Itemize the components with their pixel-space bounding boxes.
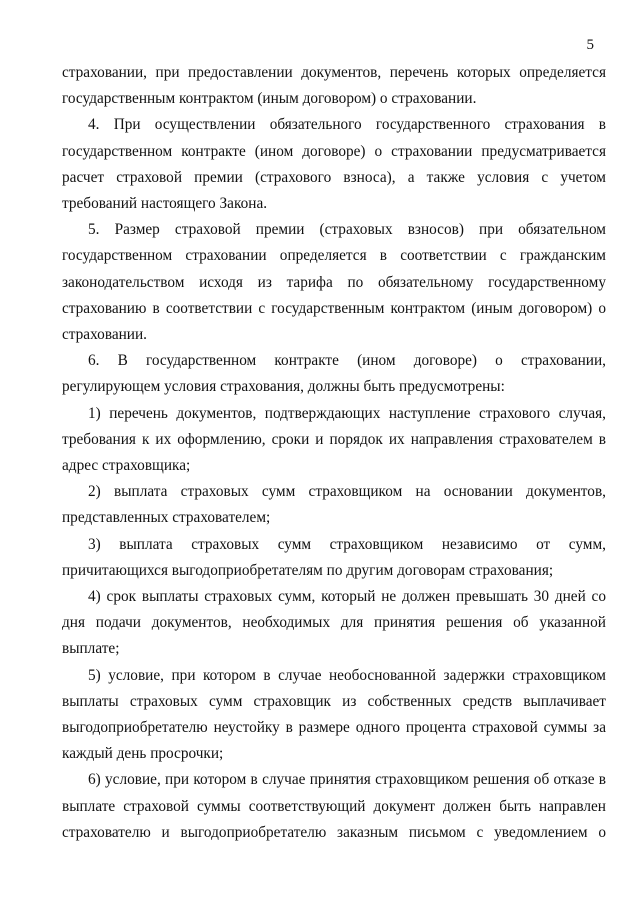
paragraph-item-4: 4. При осуществлении обязательного государственного страхования в государственном контракте (ином договоре) о страховании предусматривается расчет страховой премии (страхового взноса), а также условия с учетом требований настоящего Закона. — [62, 116, 606, 213]
paragraph-continuation: страховании, при предоставлении документов, перечень которых определяется государственным контрактом (иным договором) о страховании. — [62, 64, 606, 108]
list-item-1: 1) перечень документов, подтверждающих наступление страхового случая, требования к их оформлению, сроки и порядок их направления страхователем в адрес страховщика; — [62, 404, 606, 475]
paragraph-item-6: 6. В государственном контракте (ином договоре) о страховании, регулирующем условия страхования, должны быть предусмотрены: — [62, 352, 606, 396]
page-number: 5 — [586, 37, 594, 53]
document-body — [62, 60, 606, 846]
paragraph-item-5: 5. Размер страховой премии (страховых взносов) при обязательном государственном страховании определяется в соответствии с гражданским законодательством исходя из тарифа по обязательному государственному страхованию в соответствии с государственным контрактом (иным договором) о страховании. — [62, 221, 606, 344]
list-item-5: 5) условие, при котором в случае необоснованной задержки страховщиком выплаты страховых сумм страховщик из собственных средств выплачивает выгодоприобретателю неустойку в размере одного процента страховой суммы за каждый день просрочки; — [62, 666, 606, 763]
list-item-3: 3) выплата страховых сумм страховщиком независимо от сумм, причитающихся выгодоприобретателям по другим договорам страхования; — [62, 535, 606, 579]
list-item-2: 2) выплата страховых сумм страховщиком на основании документов, представленных страхователем; — [62, 483, 606, 527]
list-item-6: 6) условие, при котором в случае принятия страховщиком решения об отказе в выплате страховой суммы соответствующий документ должен быть направлен страхователю и выгодоприобретателю заказным письмом с уведомлением о — [62, 771, 606, 841]
list-item-4: 4) срок выплаты страховых сумм, который не должен превышать 30 дней со дня подачи документов, необходимых для принятия решения об указанной выплате; — [62, 588, 606, 658]
